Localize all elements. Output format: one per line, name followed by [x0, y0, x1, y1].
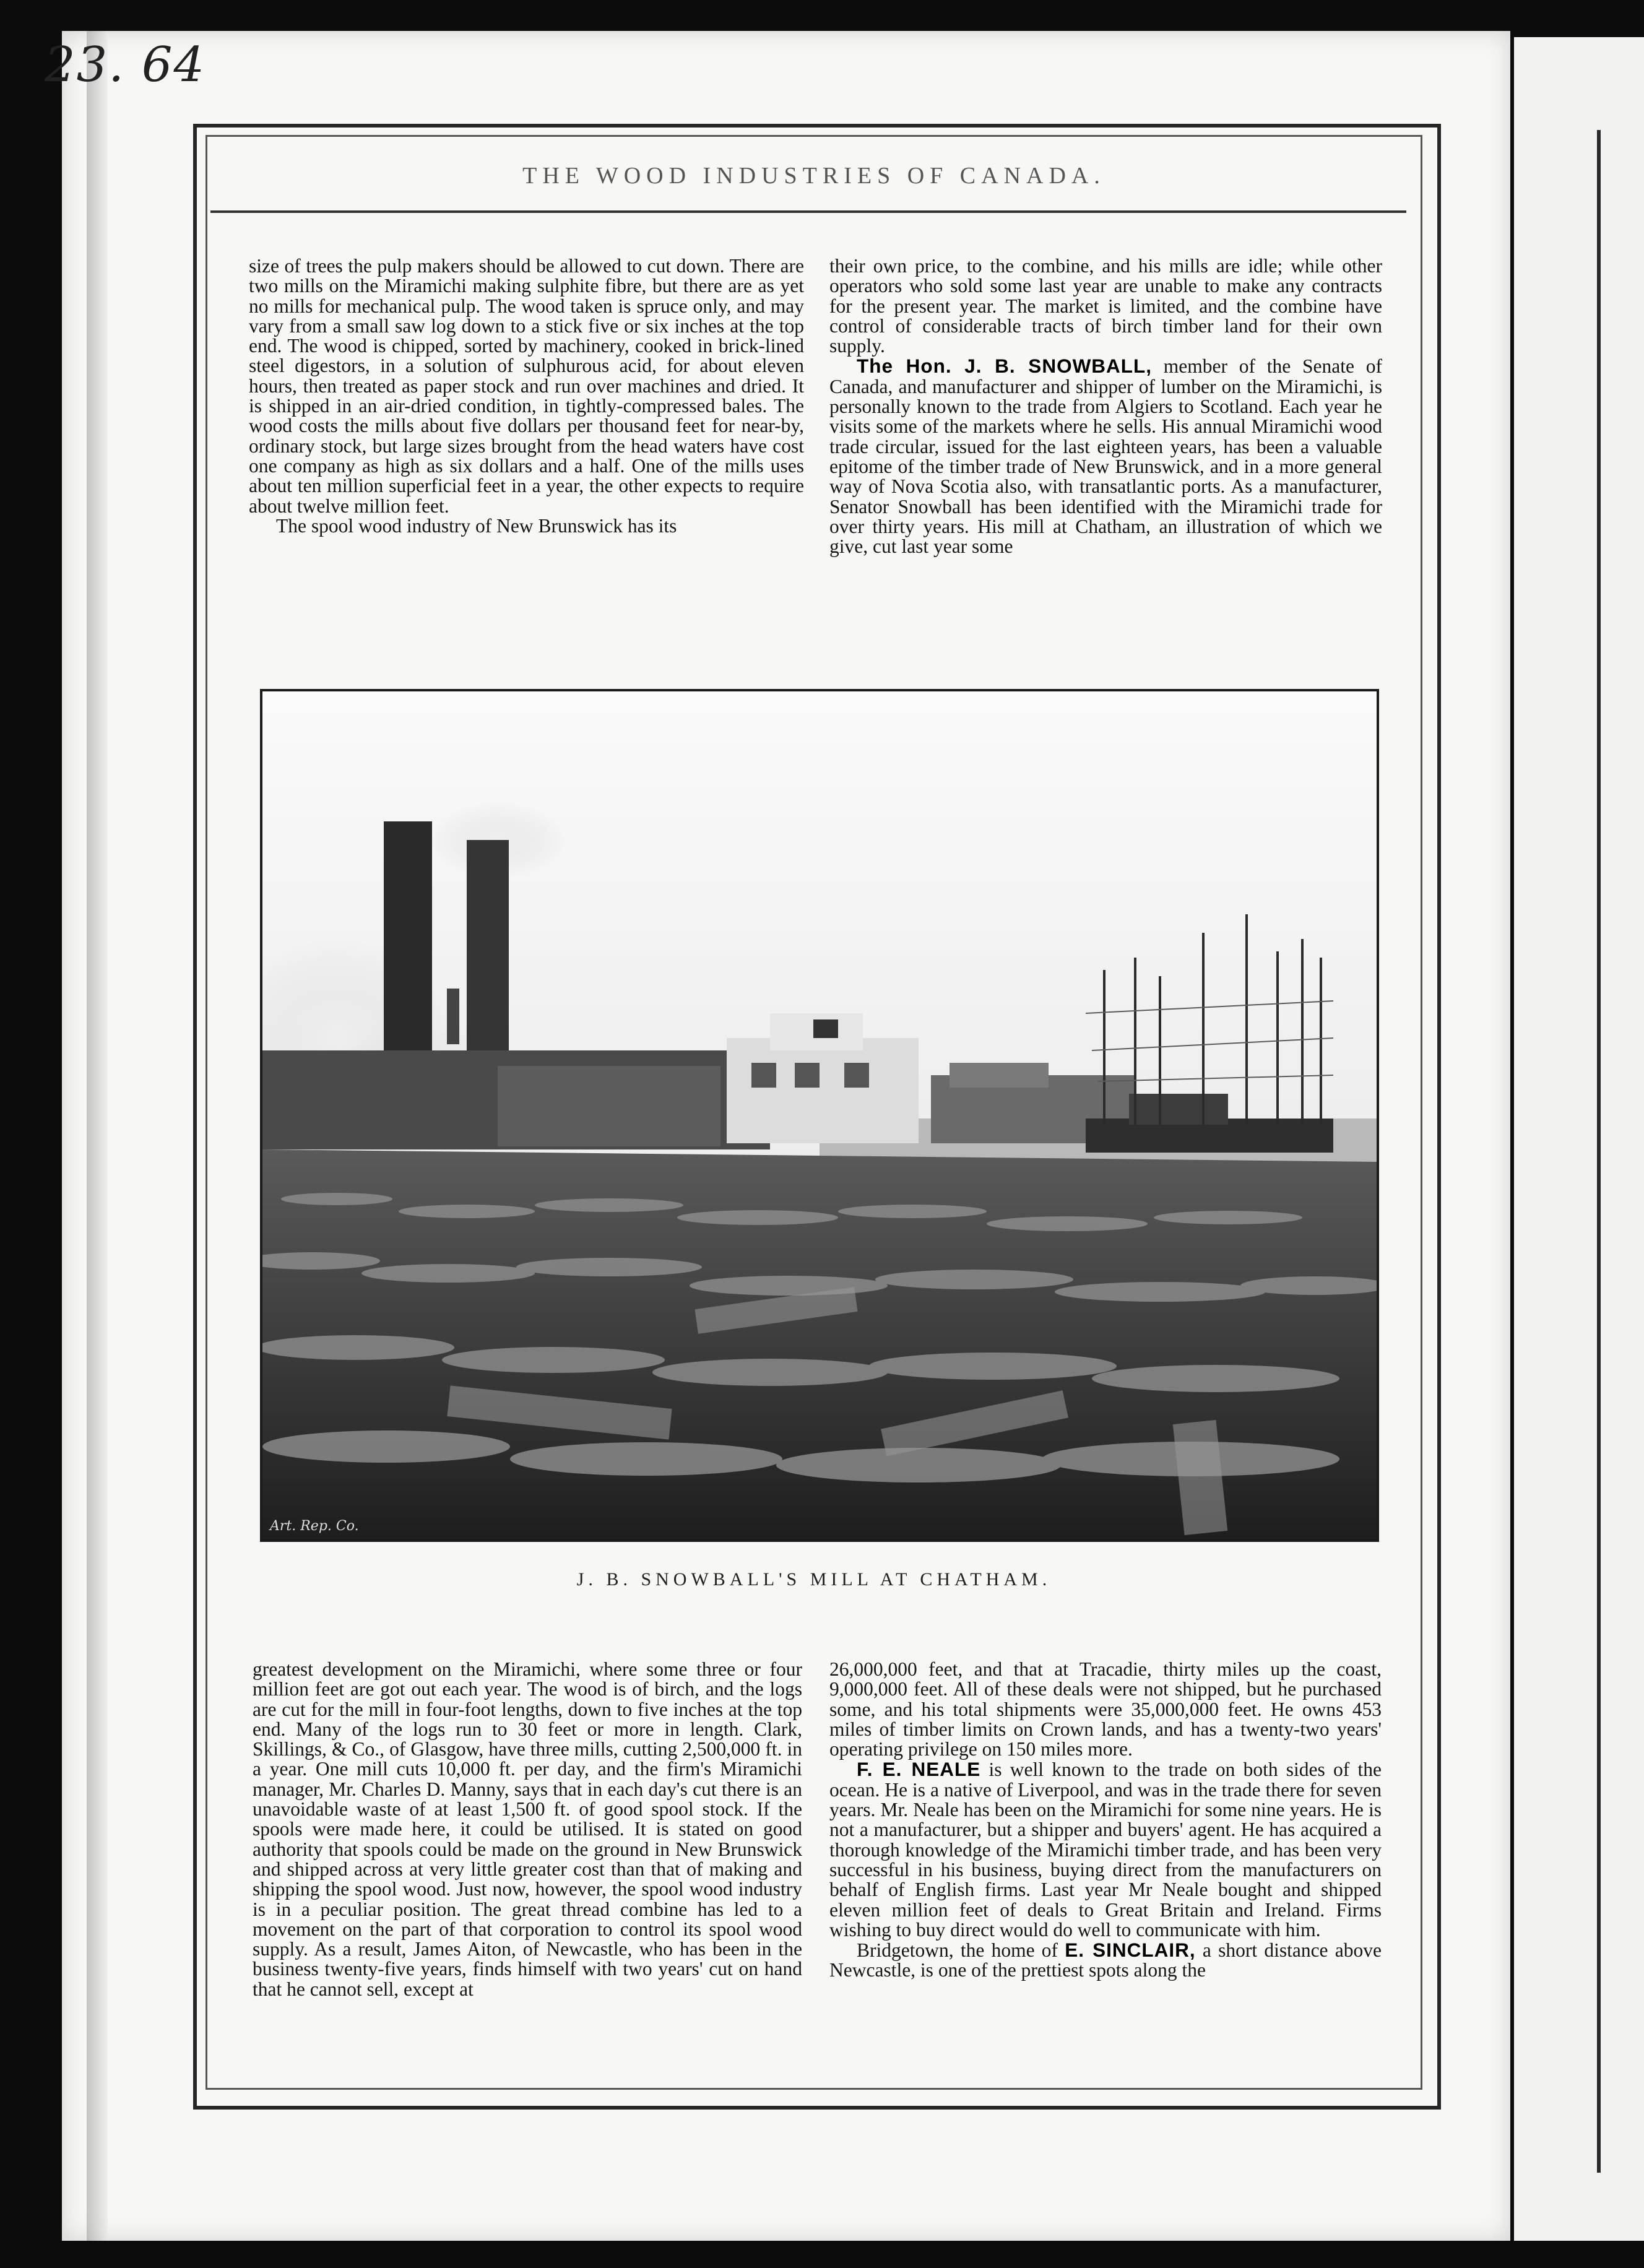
- paragraph: greatest development on the Miramichi, where some three or four million feet are got out each year. The wood is of birch, and the logs are cut for the mill in four-foot lengths, down to five inches at the top end. Many of the logs run to 30 feet or more in length. Clark, Skillings, & Co., of Glasgow, have three mills, cutting 2,500,000 ft. in a year. One mill cuts 10,000 ft. per day, and the firm's Miramichi manager, Mr. Charles D. Manny, says that in each day's cut there is an unavoidable waste of at least 1,500 ft. of good spool stock. If the spools were made here, it could be utilised. It is stated on good authority that spools could be made on the ground in New Brunswick and shipped across at very little greater cost than that of making and shipping the spool wood. Just now, however, the spool wood industry is in a peculiar position. The great thread combine has led to a movement on the part of that corporation to control its spool wood supply. As a result, James Aiton, of Newcastle, who has been in the business twenty-five years, finds himself with two years' cut on hand that he cannot sell, except at: [253, 1658, 802, 2000]
- paragraph-text: a short distance above Newcastle, is one of the prettiest spots along the: [829, 1939, 1382, 1981]
- paragraph-text: member of the Senate of Canada, and manufacturer and shipper of lumber on the Miramichi, is personally known to the trade from Algiers to Scotland. Each year he visits some of the markets where he sells. His annual Miramichi wood trade circular, issued for the last eighteen years, has been a valuable epitome of the timber trade of New Brunswick, and in a more general way of Nova Scotia also, with transatlantic ports. As a manufacturer, Senator Snowball has been identified with the Miramichi trade for over thirty years. His mill at Chatham, an illustration of which we give, cut last year some: [829, 355, 1382, 558]
- paragraph-snowball: [829, 356, 1382, 556]
- photo-caption: J. B. SNOWBALL'S MILL AT CHATHAM.: [576, 1569, 1052, 1590]
- paragraph-neale: [829, 1759, 1382, 1940]
- engraver-signature: Art. Rep. Co.: [270, 1518, 359, 1534]
- column-top-right: [829, 256, 1382, 556]
- column-bottom-right: [829, 1660, 1382, 1981]
- spine-shadow: [87, 31, 108, 2241]
- paragraph: 26,000,000 feet, and that at Tracadie, thirty miles up the coast, 9,000,000 feet. All of these deals were not shipped, but he purchased some, and his total shipments were 35,000,000 feet. He owns 453 miles of timber limits on Crown lands, and has a twenty-two years' operating privilege on 150 miles more.: [829, 1658, 1382, 1760]
- paragraph: The spool wood industry of New Brunswick has its: [276, 514, 677, 537]
- paragraph-text: Bridgetown, the home of: [857, 1939, 1065, 1962]
- lead-name-snowball: The Hon. J. B. SNOWBALL,: [857, 355, 1153, 378]
- facing-page-rule: [1597, 130, 1601, 2173]
- column-bottom-left: [253, 1660, 802, 1999]
- running-head: THE WOOD INDUSTRIES OF CANADA.: [522, 163, 1105, 189]
- lead-name-sinclair: E. SINCLAIR,: [1065, 1939, 1196, 1962]
- paragraph-sinclair: [829, 1940, 1382, 1981]
- paragraph: their own price, to the combine, and his mills are idle; while other operators who sold some last year are unable to make any contracts for the present year. The market is limited, and the combine have control of considerable tracts of birch timber land for their own supply.: [829, 255, 1382, 357]
- paragraph-text: is well known to the trade on both sides of the ocean. He is a native of Liverpool, and was in the trade there for seven years. Mr. Neale has been on the Miramichi for some nine years. He is not a manufacturer, but a shipper and buyers' agent. He has acquired a thorough knowledge of the Miramichi timber trade, and has been very successful in his business, buying direct from the manufacturers on behalf of English firms. Last year Mr Neale bought and shipped eleven million feet of deals to Great Britain and Ireland. Firms wishing to buy direct would do well to communicate with him.: [829, 1759, 1382, 1941]
- paragraph: size of trees the pulp makers should be allowed to cut down. There are two mills on the Miramichi making sulphite fibre, but there are as yet no mills for mechanical pulp. The wood taken is spruce only, and may vary from a small saw log down to a stick five or six inches at the top end. The wood is chipped, sorted by machinery, cooked in brick-lined steel digestors, in a solution of sulphurous acid, for about eleven hours, then treated as paper stock and run over machines and dried. It is shipped in an air-dried condition, in tightly-compressed bales. The wood costs the mills about five dollars per thousand feet for near-by, ordinary stock, but large sizes brought from the head waters have cost one company as high as six dollars and a half. One of the mills uses about ten million superficial feet in a year, the other expects to require about twelve million feet.: [249, 255, 804, 517]
- mill-photograph: [260, 689, 1379, 1542]
- photo-illustration: [262, 691, 1377, 1539]
- header-rule: [210, 210, 1406, 213]
- handwritten-page-number: 23. 64: [45, 37, 206, 93]
- facing-page-edge: [1514, 37, 1644, 2241]
- lead-name-neale: F. E. NEALE: [857, 1758, 981, 1781]
- column-top-left: [249, 256, 804, 536]
